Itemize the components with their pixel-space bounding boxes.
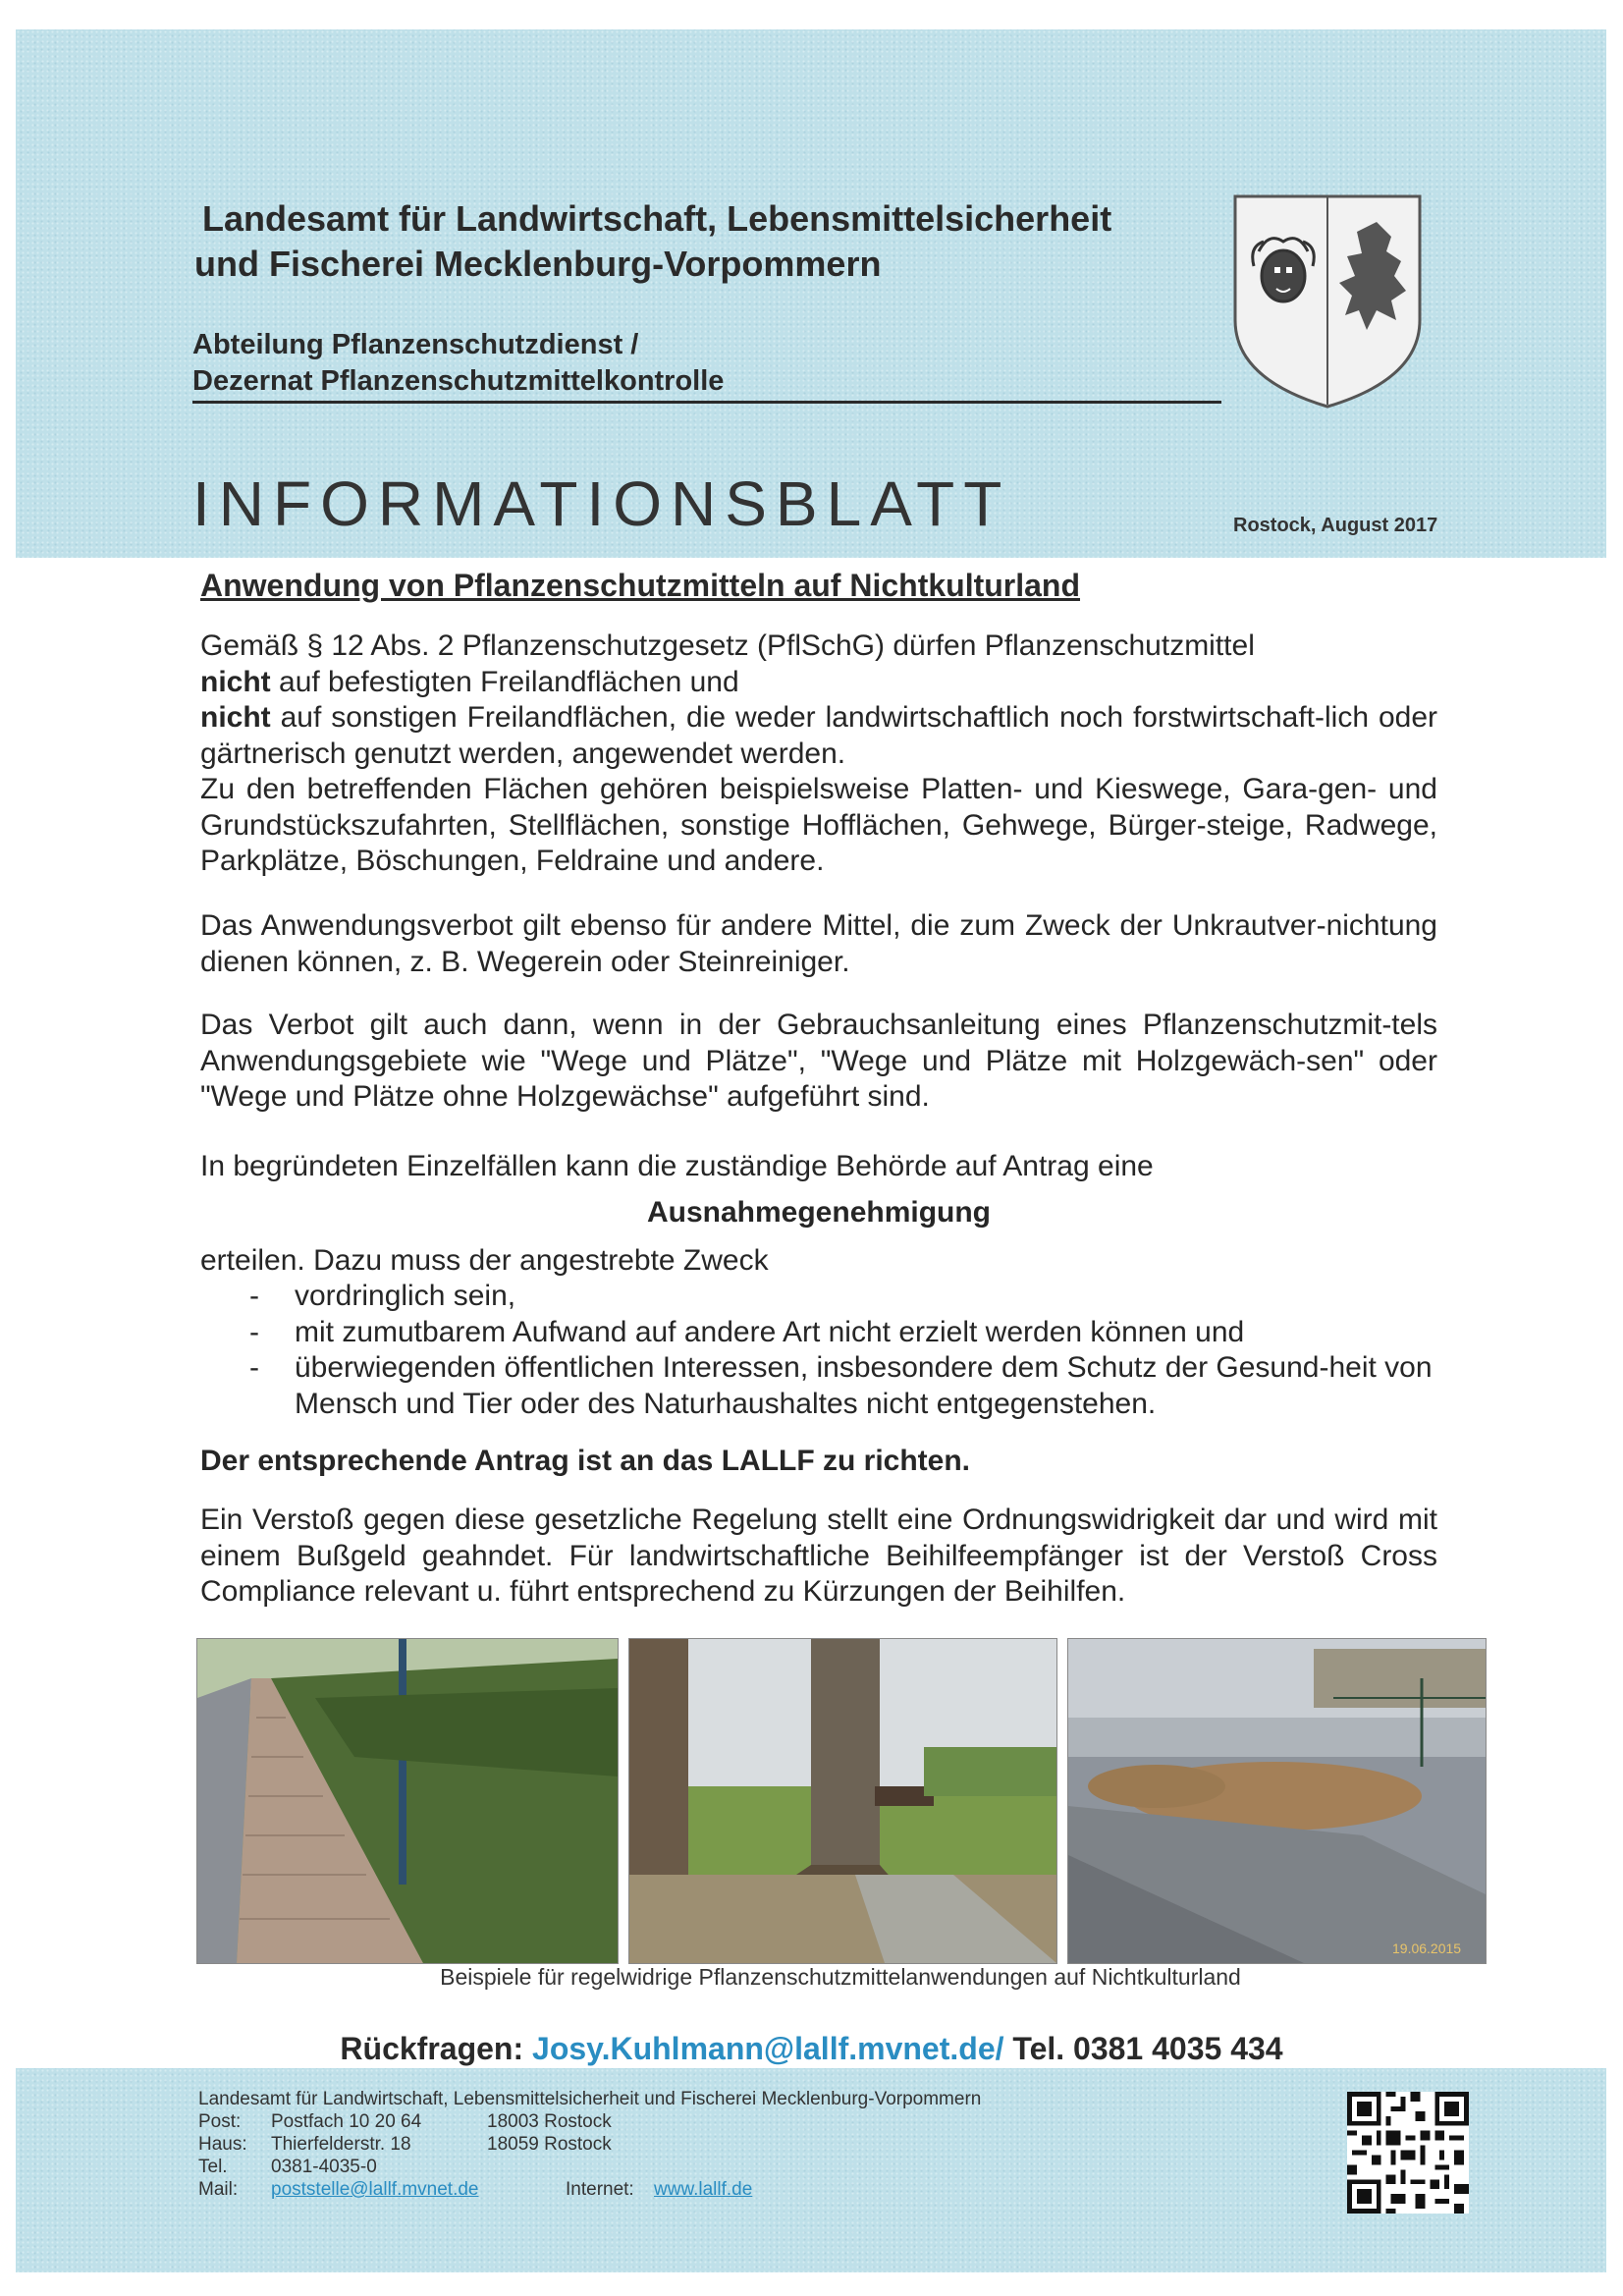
footer-organization: Landesamt für Landwirtschaft, Lebensmittelsicherheit und Fischerei Mecklenburg-Vorpommern: [198, 2089, 982, 2109]
department-line-2: Dezernat Pflanzenschutzmittelkontrolle: [192, 365, 725, 397]
contact-label: Rückfragen:: [340, 2031, 533, 2066]
qr-code-icon[interactable]: [1347, 2092, 1469, 2214]
photo-gravel-yard: [1067, 1638, 1487, 1964]
list-bullet: -: [249, 1315, 259, 1348]
footer-tel-value: 0381-4035-0: [271, 2157, 377, 2177]
document-title: INFORMATIONSBLATT: [192, 468, 1011, 539]
paragraph-label-uses: [200, 1008, 1437, 1116]
paragraph-5-text: erteilen. Dazu muss der angestrebte Zweck: [200, 1244, 769, 1277]
rule-paved-areas: auf befestigten Freilandflächen und: [270, 665, 739, 698]
photo-tree-roots: [628, 1638, 1057, 1964]
paragraph-conditions-intro: [200, 1243, 1437, 1280]
photo-caption: Beispiele für regelwidrige Pflanzenschutzmittelanwendungen auf Nichtkulturland: [440, 1964, 1241, 1990]
paragraph-2-text: Das Anwendungsverbot gilt ebenso für andere Mittel, die zum Zweck der Unkrautver-nichtung dienen können, z. B. Wegerein oder Steinreiniger.: [200, 909, 1437, 978]
header-divider: [192, 401, 1221, 404]
exception-term: Ausnahmegenehmigung: [646, 1196, 992, 1229]
paragraph-exception-intro: [200, 1149, 1437, 1185]
agency-name-line-1: Landesamt für Landwirtschaft, Lebensmittelsicherheit: [202, 198, 1112, 239]
list-bullet: -: [249, 1280, 259, 1312]
list-item: - überwiegenden öffentlichen Interessen, insbesondere dem Schutz der Gesund-heit von Mensch und Tier oder des Naturhaushaltes nicht entgegenstehen.: [249, 1351, 1433, 1420]
photo-date-stamp: 19.06.2015: [1392, 1941, 1462, 1956]
emphasis-nicht-1: nicht: [200, 665, 271, 698]
application-note: [200, 1444, 1437, 1480]
contact-line: [0, 2031, 1623, 2067]
footer-house-city: 18059 Rostock: [487, 2134, 612, 2155]
footer-post-city: 18003 Rostock: [487, 2111, 612, 2132]
photo-paved-sidewalk: [196, 1638, 619, 1964]
footer-tel-label: Tel.: [198, 2157, 228, 2177]
footer-post-value: Postfach 10 20 64: [271, 2111, 422, 2132]
list-item: - mit zumutbarem Aufwand auf andere Art nicht erzielt werden können und: [200, 1315, 1437, 1351]
footer-post-label: Post:: [198, 2111, 242, 2132]
paragraph-3-text: Das Verbot gilt auch dann, wenn in der Gebrauchsanleitung eines Pflanzenschutzmit-tels Anwendungsgebiete wie "Wege und Plätze", "Wege und Plätze mit Holzgewäch-sen" oder "Wege und Plätze ohne Holzgewächse" aufgeführt sind.: [200, 1009, 1437, 1113]
list-item: - vordringlich sein,: [200, 1279, 1437, 1315]
rule-other-areas: auf sonstigen Freilandflächen, die weder landwirtschaftlich noch forstwirtschaft-lich oder gärtnerisch genutzt werden, angewendet werden.: [200, 701, 1437, 770]
footer-internet-label: Internet:: [566, 2179, 634, 2200]
conditions-list: [200, 1279, 1437, 1422]
footer-website-link[interactable]: www.lallf.de: [654, 2179, 753, 2200]
list-bullet: -: [249, 1351, 259, 1384]
footer-mail-label: Mail:: [198, 2179, 239, 2200]
agency-name-line-2: und Fischerei Mecklenburg-Vorpommern: [194, 244, 882, 284]
footer-mail-link[interactable]: poststelle@lallf.mvnet.de: [271, 2179, 479, 2200]
paragraph-6-text: Ein Verstoß gegen diese gesetzliche Regelung stellt eine Ordnungswidrigkeit dar und wird mit einem Bußgeld geahndet. Für landwirtschaftliche Beihilfeempfänger ist der Verstoß Cross Compliance relevant u. führt entsprechend zu Kürzungen der Beihilfen.: [200, 1503, 1437, 1608]
footer-house-value: Thierfelderstr. 18: [271, 2134, 411, 2155]
contact-email-link[interactable]: Josy.Kuhlmann@lallf.mvnet.de/: [532, 2031, 1004, 2066]
subject-heading: Anwendung von Pflanzenschutzmitteln auf Nichtkulturland: [200, 568, 1081, 603]
intro-text: Gemäß § 12 Abs. 2 Pflanzenschutzgesetz (PflSchG) dürfen Pflanzenschutzmittel: [200, 629, 1255, 662]
application-note-text: Der entsprechende Antrag ist an das LALLF zu richten.: [200, 1445, 971, 1477]
paragraph-other-agents: [200, 908, 1437, 980]
paragraph-legal-basis: [200, 629, 1437, 880]
contact-phone: Tel. 0381 4035 434: [1003, 2031, 1283, 2066]
department-line-1: Abteilung Pflanzenschutzdienst /: [192, 329, 639, 360]
affected-areas-text: Zu den betreffenden Flächen gehören beispielsweise Platten- und Kieswege, Gara-gen- und Grundstückszufahrten, Stellflächen, sonstige Hofflächen, Gehwege, Bürger-steige, Radwege, Parkplätze, Böschungen, Feldraine und andere.: [200, 773, 1437, 877]
coat-of-arms-icon: [1229, 192, 1426, 410]
document-date: Rostock, August 2017: [1233, 515, 1438, 536]
footer-house-label: Haus:: [198, 2134, 247, 2155]
paragraph-penalty: [200, 1503, 1437, 1611]
paragraph-4-text: In begründeten Einzelfällen kann die zuständige Behörde auf Antrag eine: [200, 1150, 1154, 1182]
emphasis-nicht-2: nicht: [200, 701, 271, 734]
